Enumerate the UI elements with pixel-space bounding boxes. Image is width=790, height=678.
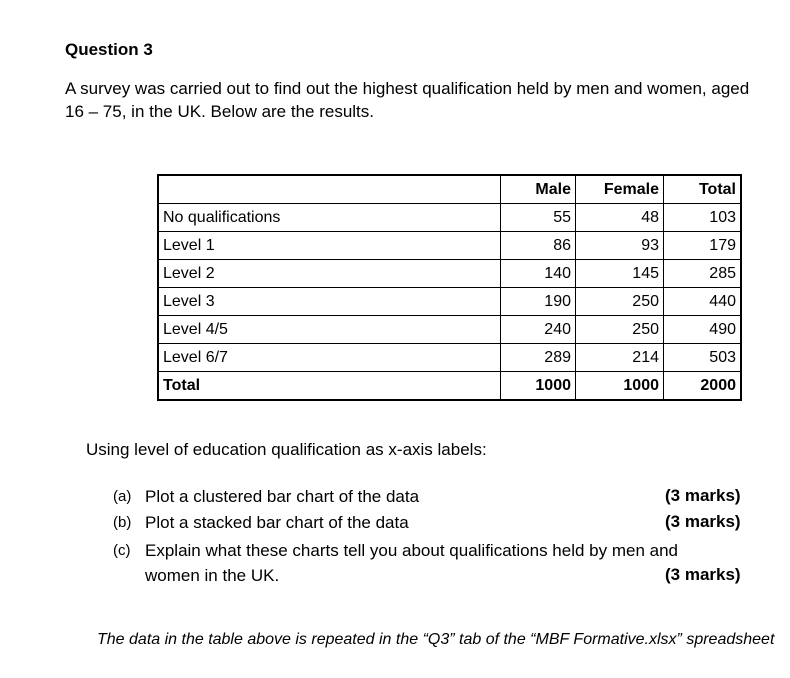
part-text: Explain what these charts tell you about qualifications held by men and	[145, 541, 678, 560]
total-value: 440	[664, 288, 742, 316]
male-value: 55	[501, 204, 576, 232]
grand-total: 2000	[664, 372, 742, 401]
part-letter: (c)	[113, 542, 131, 559]
part-letter: (a)	[113, 488, 132, 505]
row-label: Level 3	[158, 288, 501, 316]
spreadsheet-note: The data in the table above is repeated in the “Q3” tab of the “MBF Formative.xlsx” spreadsheet	[97, 631, 775, 648]
female-value: 214	[576, 344, 664, 372]
total-value: 179	[664, 232, 742, 260]
male-value: 86	[501, 232, 576, 260]
total-label: Total	[158, 372, 501, 401]
question-heading: Question 3	[65, 40, 153, 59]
female-total: 1000	[576, 372, 664, 401]
female-value: 48	[576, 204, 664, 232]
total-value: 103	[664, 204, 742, 232]
part-b-marks: (3 marks)	[665, 512, 741, 531]
row-label: Level 2	[158, 260, 501, 288]
part-text: Plot a clustered bar chart of the data	[145, 487, 420, 506]
male-total: 1000	[501, 372, 576, 401]
instruction-text: Using level of education qualification as x-axis labels:	[86, 440, 487, 459]
female-value: 93	[576, 232, 664, 260]
part-a-marks: (3 marks)	[665, 486, 741, 505]
table-header-row	[158, 175, 741, 204]
female-value: 250	[576, 288, 664, 316]
row-label: Level 6/7	[158, 344, 501, 372]
table-row	[158, 232, 741, 260]
part-letter: (b)	[113, 514, 132, 531]
part-c-marks: (3 marks)	[665, 565, 741, 584]
total-value: 490	[664, 316, 742, 344]
female-value: 250	[576, 316, 664, 344]
female-value: 145	[576, 260, 664, 288]
total-value: 503	[664, 344, 742, 372]
header-total: Total	[664, 175, 742, 204]
header-male: Male	[501, 175, 576, 204]
table-total-row	[158, 372, 741, 401]
total-value: 285	[664, 260, 742, 288]
table-row	[158, 344, 741, 372]
row-label: Level 1	[158, 232, 501, 260]
row-label: No qualifications	[158, 204, 501, 232]
row-label: Level 4/5	[158, 316, 501, 344]
header-female: Female	[576, 175, 664, 204]
male-value: 190	[501, 288, 576, 316]
table-row	[158, 204, 741, 232]
part-text: Plot a stacked bar chart of the data	[145, 513, 409, 532]
table-row	[158, 260, 741, 288]
male-value: 140	[501, 260, 576, 288]
header-empty	[158, 175, 501, 204]
results-table	[157, 174, 742, 401]
question-intro: A survey was carried out to find out the highest qualification held by men and women, aged 16 – 75, in the UK. Below are the results.	[65, 79, 750, 121]
table-row	[158, 288, 741, 316]
male-value: 240	[501, 316, 576, 344]
table-row	[158, 316, 741, 344]
male-value: 289	[501, 344, 576, 372]
part-text-continued: women in the UK.	[145, 566, 280, 585]
